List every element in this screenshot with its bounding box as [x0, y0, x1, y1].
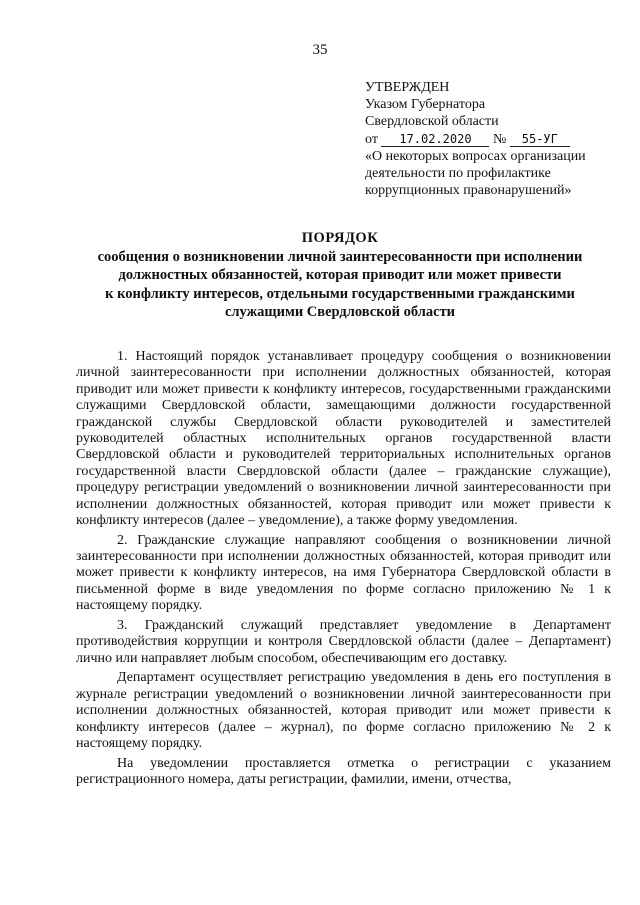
decree-title-line: коррупционных правонарушений»	[365, 183, 572, 199]
paragraph: 3. Гражданский служащий представляет уведомление в Департамент противодействия коррупции и контроля Свердловской области (далее – Департамент) лично или направляет любым способом, обеспечивающим его доставку.	[76, 617, 611, 666]
paragraph: Департамент осуществляет регистрацию уведомления в день его поступления в журнале регистрации уведомлений о возникновении личной заинтересованности при исполнении должностных обязанностей, которая приводит или может привести к конфликту интересов (далее – журнал), по форме согласно приложению № 2 к настоящему порядку.	[76, 670, 611, 751]
document-title	[60, 229, 620, 322]
date-value: 17.02.2020	[381, 133, 489, 147]
number-value: 55-УГ	[510, 133, 570, 147]
paragraph: 1. Настоящий порядок устанавливает процедуру сообщения о возникновении личной заинтересованности при исполнении должностных обязанностей, которая приводит или может привести к конфликту интересов, государственными гражданскими служащими Свердловской области, замещающими должности государственной гражданской службы Свердловской области руководителей и заместителей руководителей областных исполнительных органов государственной власти Свердловской области и руководителей территориальных исполнительных органов государственной власти Свердловской области (далее – гражданские служащие), процедуру регистрации уведомлений о возникновении личной заинтересованности при исполнении должностных обязанностей, которая приводит или может привести к конфликту интересов (далее – уведомление), а также форму уведомления.	[76, 349, 611, 529]
title-line: должностных обязанностей, которая приводит или может привести	[118, 267, 562, 284]
approval-region: Свердловской области	[365, 114, 499, 130]
page-number: 35	[312, 42, 328, 58]
paragraph: 2. Гражданские служащие направляют сообщения о возникновении личной заинтересованности при исполнении должностных обязанностей, которая приводит или может привести к конфликту интересов, на имя Губернатора Свердловской области в письменной форме в виде уведомления по форме согласно приложению № 1 к настоящему порядку.	[76, 532, 611, 614]
approval-label: УТВЕРЖДЕН	[365, 80, 450, 95]
approval-stamp	[365, 79, 615, 199]
decree-title-line: деятельности по профилактике	[365, 166, 551, 182]
approval-date-line	[365, 131, 615, 148]
number-prefix: №	[492, 131, 507, 147]
paragraph: На уведомлении проставляется отметка о регистрации с указанием регистрационного номера, даты регистрации, фамилии, имени, отчества,	[76, 755, 611, 787]
title-line: сообщения о возникновении личной заинтересованности при исполнении	[97, 248, 583, 265]
title-heading: ПОРЯДОК	[301, 230, 379, 246]
title-line: служащими Свердловской области	[224, 304, 456, 321]
decree-title-line: «О некоторых вопросах организации	[365, 148, 586, 164]
document-body	[76, 349, 611, 792]
date-prefix: от	[365, 131, 378, 147]
approval-decree: Указом Губернатора	[365, 97, 486, 113]
title-line: к конфликту интересов, отдельными государственными гражданскими	[105, 285, 575, 302]
